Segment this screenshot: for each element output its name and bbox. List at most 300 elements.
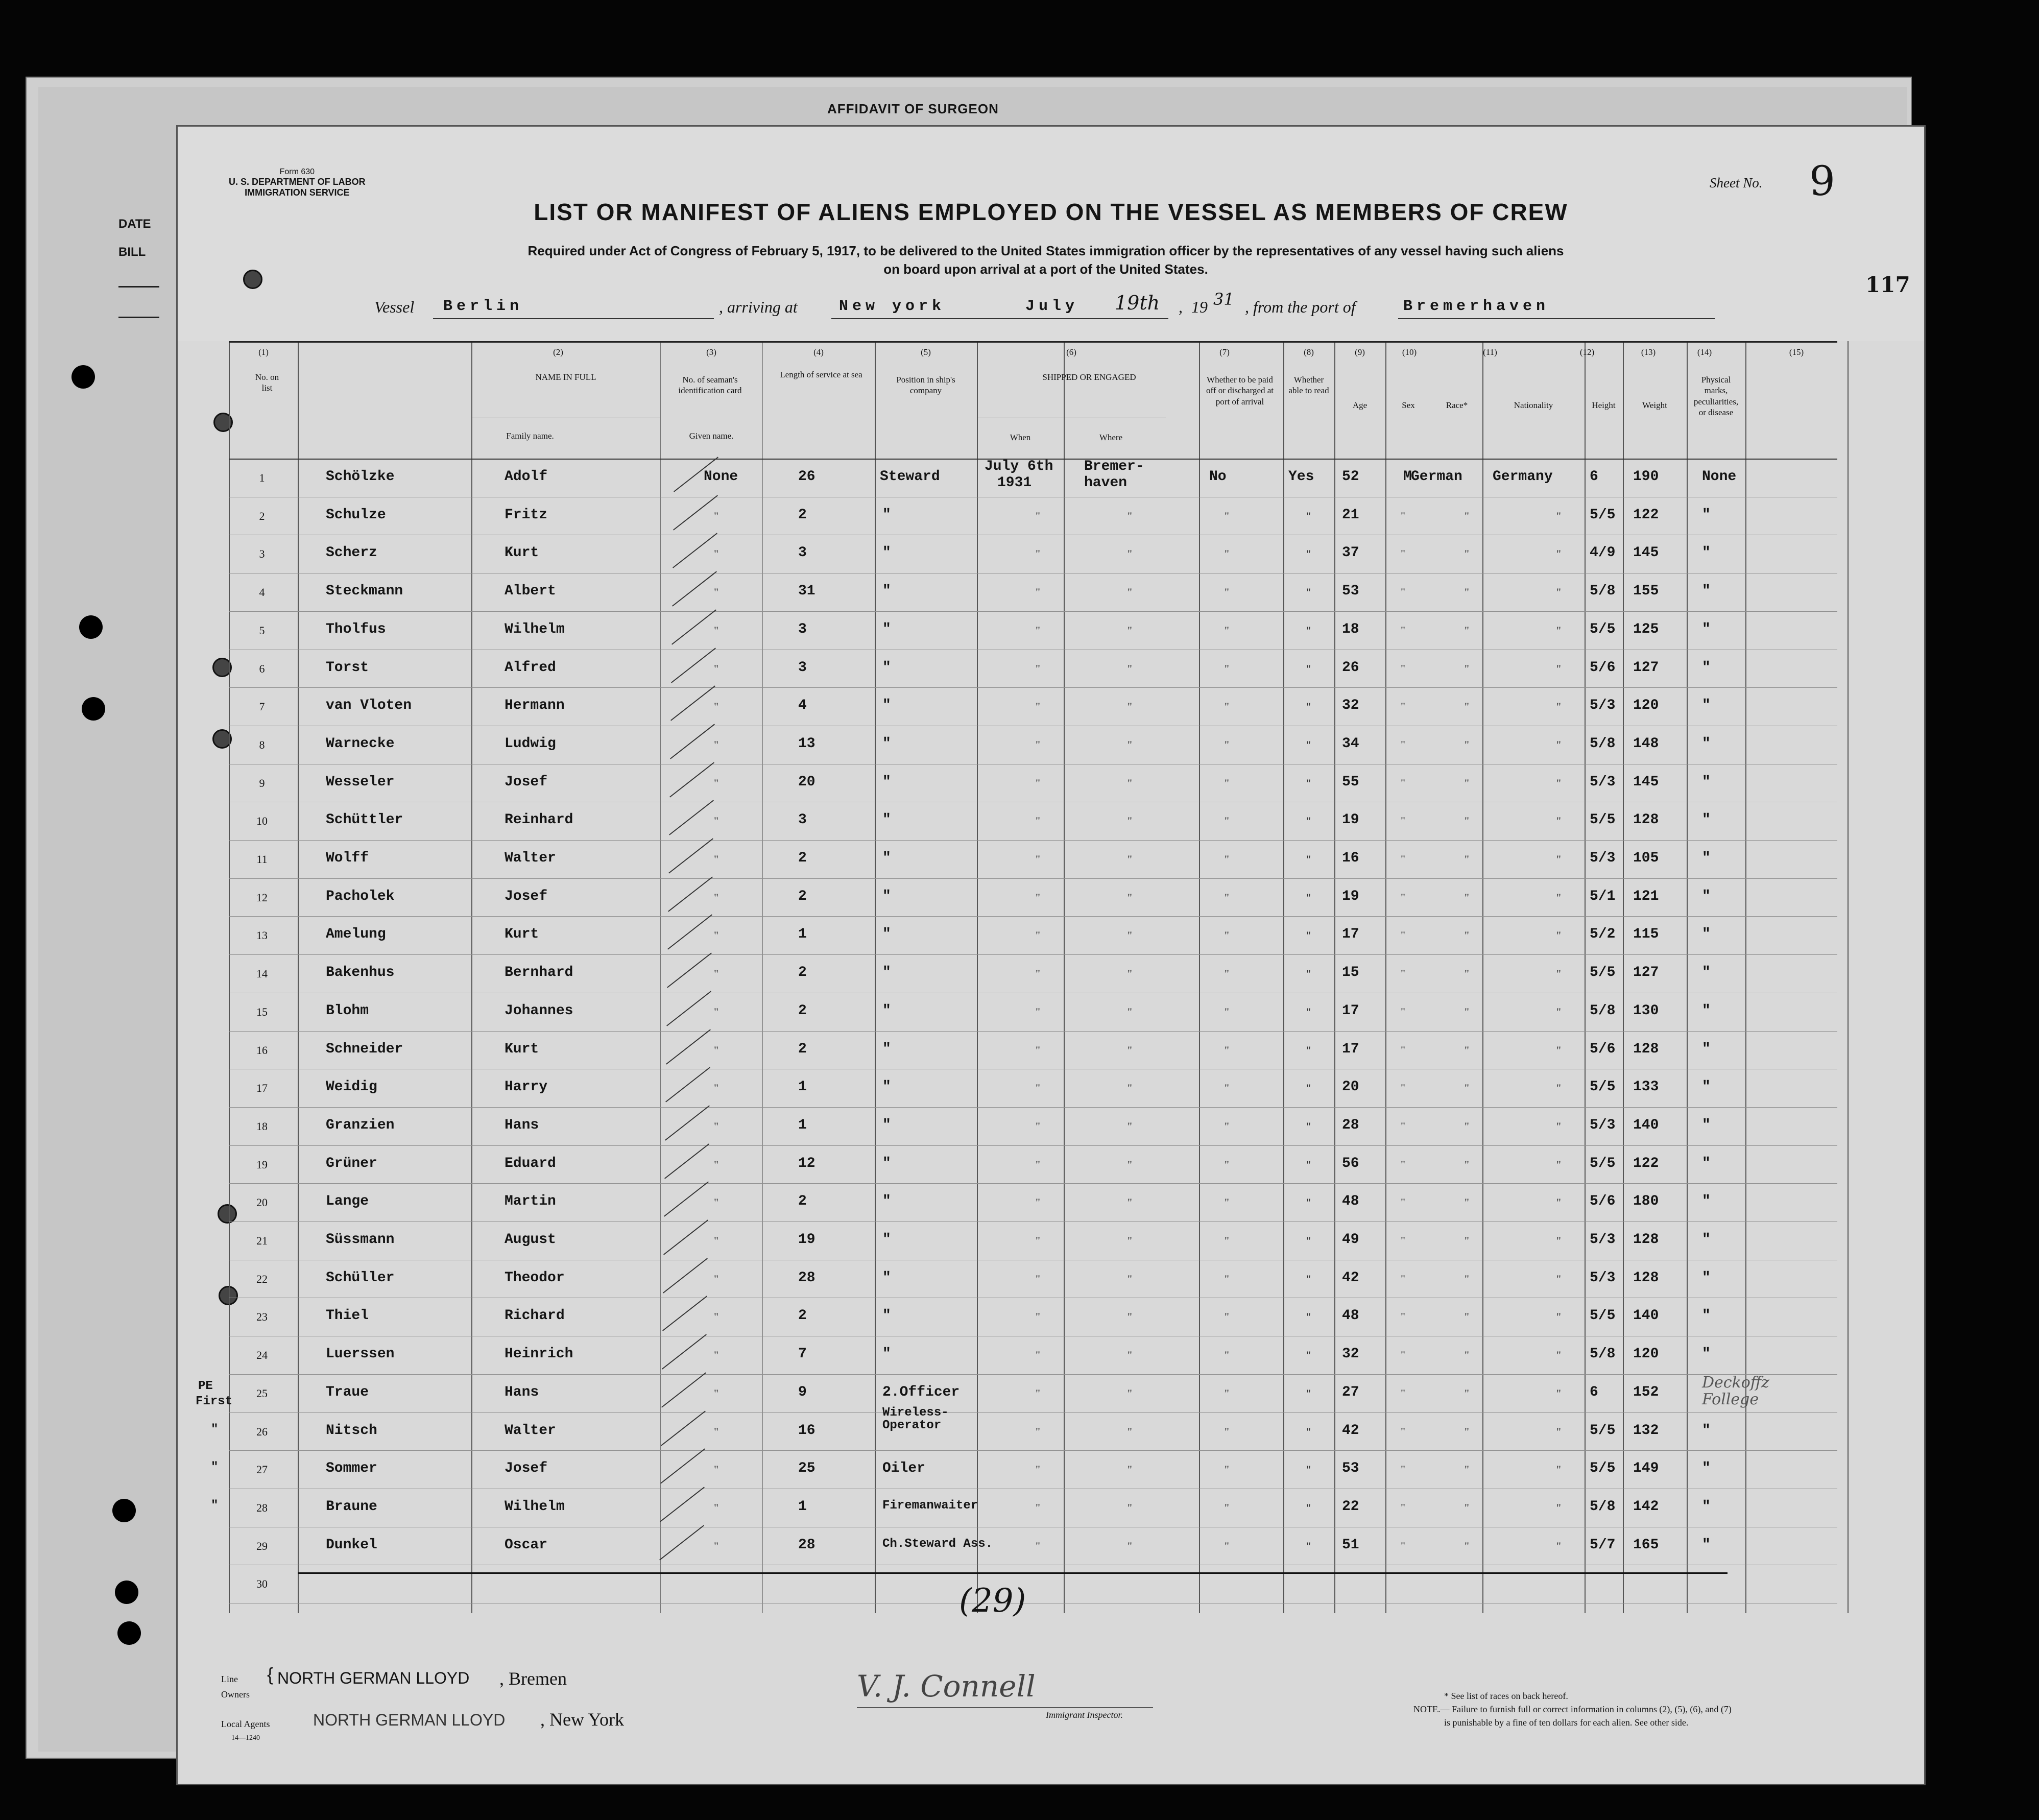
ditto-mark: ": [1401, 1349, 1405, 1362]
check-tick: [663, 1219, 708, 1255]
weight: 121: [1633, 888, 1659, 904]
agent-name: NORTH GERMAN LLOYD: [313, 1711, 506, 1729]
column-number: (7): [1219, 347, 1230, 357]
arriving-label: , arriving at: [719, 298, 798, 316]
ditto-mark: ": [1306, 1501, 1311, 1514]
ditto-mark: ": [1465, 1005, 1469, 1018]
ditto-mark: ": [1465, 1082, 1469, 1095]
ditto-mark: ": [1465, 853, 1469, 866]
family-name: Schüttler: [326, 812, 403, 828]
column-header-c6b: Where: [1099, 433, 1123, 442]
ditto-mark: ": [1306, 1082, 1311, 1095]
weight: 122: [1633, 507, 1659, 523]
left-rule: [118, 317, 159, 318]
ditto-mark: ": [1128, 1463, 1132, 1476]
form-number: Form 630: [279, 167, 315, 176]
check-tick: [672, 571, 717, 606]
ditto-mark: ": [1225, 1425, 1229, 1438]
physical-marks: ": [1702, 621, 1711, 637]
length-of-service: 4: [798, 698, 807, 714]
check-tick: [668, 838, 713, 873]
ditto-mark: ": [1036, 509, 1040, 522]
weight: 145: [1633, 545, 1659, 561]
length-of-service: 7: [798, 1346, 807, 1362]
column-number: (13): [1641, 347, 1656, 357]
row-number: 19: [256, 1158, 268, 1171]
position-in-company: ": [882, 621, 891, 637]
age: 52: [1342, 469, 1359, 485]
column-header-c4: Length of service at sea: [780, 370, 862, 379]
age: 19: [1342, 888, 1359, 904]
height: 5/5: [1590, 1079, 1616, 1095]
service-name: IMMIGRATION SERVICE: [245, 187, 350, 198]
ditto-mark: ": [1556, 1272, 1561, 1285]
row-number: 21: [256, 1234, 268, 1247]
ditto-mark: ": [1465, 967, 1469, 980]
ditto-mark: ": [1128, 1272, 1132, 1285]
row-rule: [229, 611, 1837, 612]
ditto-mark: ": [1556, 1119, 1561, 1133]
check-tick: [673, 495, 718, 530]
length-of-service: 2: [798, 1041, 807, 1057]
signature-line: [857, 1707, 1153, 1708]
ditto-mark: ": [1128, 547, 1132, 561]
ditto-mark: ": [1306, 1196, 1311, 1209]
ditto-mark: ": [1306, 624, 1311, 637]
ditto-mark: ": [1128, 1082, 1132, 1095]
check-tick: [661, 1410, 706, 1446]
physical-marks: ": [1702, 1232, 1711, 1248]
ditto-mark: ": [1225, 1463, 1229, 1476]
ditto-mark: ": [1128, 1349, 1132, 1362]
ditto-mark: ": [1556, 776, 1561, 789]
subtitle-line-2: on board upon arrival at a port of the United States.: [883, 261, 1208, 277]
weight: 125: [1633, 621, 1659, 637]
ditto-mark: ": [1465, 1158, 1469, 1171]
ditto-mark: ": [1556, 1425, 1561, 1438]
age: 42: [1342, 1422, 1359, 1439]
ditto-mark: ": [1225, 624, 1229, 637]
side-mark-pe: PE: [198, 1379, 213, 1393]
ditto-mark: ": [1401, 547, 1405, 561]
ditto-mark: ": [1036, 1539, 1040, 1552]
column-rule: [1385, 341, 1386, 1613]
column-rule: [1687, 341, 1688, 1613]
date-label: DATE: [118, 217, 151, 231]
length-of-service: 28: [798, 1270, 815, 1286]
length-of-service: 9: [798, 1384, 807, 1400]
column-number: (6): [1066, 347, 1076, 357]
ditto-mark: ": [1036, 1119, 1040, 1133]
length-of-service: 13: [798, 735, 815, 752]
position-in-company: ": [882, 1193, 891, 1210]
line-city: , Bremen: [499, 1668, 567, 1689]
weight: 190: [1633, 469, 1659, 485]
length-of-service: 28: [798, 1537, 815, 1553]
height: 5/3: [1590, 1232, 1616, 1248]
height: 4/9: [1590, 545, 1616, 561]
ditto-mark: ": [1036, 738, 1040, 751]
ditto-mark: ": [1465, 929, 1469, 942]
age: 42: [1342, 1270, 1359, 1286]
weight: 120: [1633, 698, 1659, 714]
check-tick: [673, 533, 717, 568]
physical-marks: ": [1702, 659, 1711, 676]
ditto-mark: ": [1556, 1501, 1561, 1514]
family-name: Pacholek: [326, 888, 395, 904]
column-header-c7: Whether to be paid off or discharged at port of arrival: [1206, 375, 1274, 406]
age: 22: [1342, 1498, 1359, 1515]
ditto-mark: ": [1306, 1158, 1311, 1171]
length-of-service: 25: [798, 1460, 815, 1477]
position-in-company: ": [882, 1002, 891, 1019]
position-in-company: ": [882, 507, 891, 523]
ditto-mark: ": [1465, 891, 1469, 904]
row-number: 9: [259, 776, 265, 789]
position-in-company: Firemanwaiter: [882, 1498, 978, 1513]
column-rule: [1199, 341, 1200, 1613]
row-number: 27: [256, 1463, 268, 1476]
inspector-label: Immigrant Inspector.: [1046, 1710, 1123, 1720]
physical-marks: ": [1702, 1346, 1711, 1362]
ditto-mark: ": [1401, 1234, 1405, 1247]
weight: 115: [1633, 926, 1659, 943]
ditto-mark: ": [1465, 1539, 1469, 1552]
column-rule: [762, 341, 763, 1613]
ditto-mark: ": [1036, 1082, 1040, 1095]
ditto-mark: ": [1401, 738, 1405, 751]
family-name: Tholfus: [326, 621, 386, 637]
side-mark-first: First: [196, 1394, 233, 1408]
length-of-service: 2: [798, 1193, 807, 1210]
ditto-mark: ": [1036, 586, 1040, 599]
ditto-mark: ": [1401, 815, 1405, 828]
family-name: Wesseler: [326, 774, 395, 790]
ditto-mark: ": [1306, 891, 1311, 904]
ditto-mark: ": [1128, 1196, 1132, 1209]
punch-hole: [112, 1499, 136, 1522]
footnote-races: * See list of races on back hereof.: [1444, 1691, 1568, 1701]
physical-marks: ": [1702, 965, 1711, 981]
ditto-mark: ": [1036, 967, 1040, 980]
check-tick: [662, 1296, 707, 1331]
ditto-mark: ": [1225, 738, 1229, 751]
check-tick: [665, 1067, 710, 1103]
ditto-mark: ": [1401, 586, 1405, 599]
given-name: Walter: [505, 850, 556, 866]
position-in-company: ": [882, 812, 891, 828]
family-name: van Vloten: [326, 698, 412, 714]
physical-marks: ": [1702, 1155, 1711, 1171]
family-name: Scherz: [326, 545, 377, 561]
family-name: Traue: [326, 1384, 369, 1400]
given-name: Josef: [505, 774, 548, 790]
ditto-mark: ": [1465, 776, 1469, 789]
age: 53: [1342, 583, 1359, 600]
manifest-sheet: [176, 125, 1926, 1785]
ditto-mark: ": [1465, 586, 1469, 599]
column-rule: [229, 341, 230, 1613]
ditto-mark: ": [1128, 1158, 1132, 1171]
height: 5/7: [1590, 1537, 1616, 1553]
column-number: (15): [1789, 347, 1804, 357]
weight: 140: [1633, 1117, 1659, 1133]
ditto-mark: ": [1401, 853, 1405, 866]
ditto-mark: ": [714, 1196, 718, 1209]
column-number: (12): [1579, 347, 1595, 357]
check-tick: [664, 1182, 709, 1217]
end-of-list-rule: [298, 1572, 1728, 1574]
height: 5/8: [1590, 583, 1616, 600]
sheet-no-label: Sheet No.: [1710, 175, 1763, 190]
column-header-c9: Age: [1352, 400, 1368, 410]
family-name: Sommer: [326, 1460, 377, 1477]
check-tick: [666, 1029, 711, 1064]
position-in-company: ": [882, 1346, 891, 1362]
column-header-c14: Weight: [1642, 400, 1667, 410]
position-in-company: ": [882, 774, 891, 790]
height: 5/3: [1590, 850, 1616, 866]
position-in-company: ": [882, 926, 891, 943]
check-tick: [665, 1105, 710, 1140]
weight: 142: [1633, 1498, 1659, 1515]
column-rule: [1334, 341, 1335, 1613]
form-code: 14—1240: [231, 1734, 260, 1742]
age: 17: [1342, 1041, 1359, 1057]
physical-marks: ": [1702, 1002, 1711, 1019]
ditto-mark: ": [1556, 624, 1561, 637]
ditto-mark: ": [1225, 1386, 1229, 1400]
total-count: (29): [959, 1582, 1026, 1620]
ditto-mark: ": [714, 1158, 718, 1171]
physical-marks: ": [1702, 1193, 1711, 1210]
document-title: LIST OR MANIFEST OF ALIENS EMPLOYED ON THE VESSEL AS MEMBERS OF CREW: [534, 199, 1568, 225]
underline: [1398, 318, 1715, 319]
ditto-mark: ": [1556, 1043, 1561, 1057]
weight: 133: [1633, 1079, 1659, 1095]
given-name: Martin: [505, 1193, 556, 1210]
length-of-service: 2: [798, 507, 807, 523]
column-header-c6: SHIPPED OR ENGAGED: [1042, 372, 1136, 382]
ditto-mark: ": [1036, 1349, 1040, 1362]
ditto-mark: ": [1465, 1043, 1469, 1057]
age: 53: [1342, 1460, 1359, 1477]
side-mark-ditto: ": [211, 1460, 219, 1475]
ditto-mark: ": [1036, 1386, 1040, 1400]
line-owner: NORTH GERMAN LLOYD: [277, 1669, 470, 1687]
ditto-mark: ": [1556, 1310, 1561, 1324]
family-name: Schölzke: [326, 469, 395, 485]
ditto-mark: ": [1401, 1272, 1405, 1285]
footnote: [1413, 1689, 1732, 1729]
age: 21: [1342, 507, 1359, 523]
ditto-mark: ": [1401, 1005, 1405, 1018]
family-name: Schüller: [326, 1270, 395, 1286]
ditto-mark: ": [1128, 509, 1132, 522]
position-in-company: ": [882, 1232, 891, 1248]
ditto-mark: ": [1128, 1005, 1132, 1018]
ditto-mark: ": [1306, 1310, 1311, 1324]
given-name: Hans: [505, 1117, 539, 1133]
given-name: Richard: [505, 1308, 565, 1324]
ditto-mark: ": [1306, 1539, 1311, 1552]
age: 17: [1342, 926, 1359, 943]
ditto-mark: ": [1128, 1234, 1132, 1247]
height: 5/8: [1590, 735, 1616, 752]
ditto-mark: ": [714, 1349, 718, 1362]
ditto-mark: ": [1465, 815, 1469, 828]
ditto-mark: ": [1306, 929, 1311, 942]
ditto-mark: ": [1128, 815, 1132, 828]
physical-marks: ": [1702, 507, 1711, 523]
height: 5/3: [1590, 1270, 1616, 1286]
ditto-mark: ": [1465, 624, 1469, 637]
given-name: Eduard: [505, 1155, 556, 1171]
check-tick: [669, 762, 714, 797]
row-number: 2: [259, 509, 265, 522]
ditto-mark: ": [714, 662, 718, 675]
ditto-mark: ": [714, 929, 718, 942]
column-number: (4): [813, 347, 824, 357]
ditto-mark: ": [1306, 1043, 1311, 1057]
ditto-mark: ": [1465, 1386, 1469, 1400]
vessel-label: Vessel: [374, 298, 415, 316]
height: 5/5: [1590, 812, 1616, 828]
ditto-mark: ": [1401, 1539, 1405, 1552]
document-subtitle: [407, 242, 1684, 279]
ditto-mark: ": [1401, 509, 1405, 522]
row-rule: [229, 840, 1837, 841]
side-mark-ditto: ": [211, 1422, 219, 1436]
ditto-mark: ": [1556, 929, 1561, 942]
ditto-mark: ": [1036, 1005, 1040, 1018]
weight: 127: [1633, 965, 1659, 981]
given-name: Alfred: [505, 659, 556, 676]
ditto-mark: ": [714, 891, 718, 904]
column-header-c6a: When: [1010, 433, 1031, 442]
row-number: 7: [259, 700, 265, 713]
given-name: Josef: [505, 1460, 548, 1477]
physical-marks: ": [1702, 545, 1711, 561]
given-name: Oscar: [505, 1537, 548, 1553]
ditto-mark: ": [1401, 1158, 1405, 1171]
physical-marks: ": [1702, 888, 1711, 904]
ditto-mark: ": [1401, 700, 1405, 713]
weight: 180: [1633, 1193, 1659, 1210]
column-number: (10): [1402, 347, 1417, 357]
ditto-mark: ": [1401, 1196, 1405, 1209]
physical-marks: ": [1702, 1117, 1711, 1133]
row-number: 12: [256, 891, 268, 904]
row-rule: [229, 1183, 1837, 1184]
punch-hole: [71, 365, 95, 389]
ditto-mark: ": [1556, 1158, 1561, 1171]
ditto-mark: ": [1401, 929, 1405, 942]
given-name: Hans: [505, 1384, 539, 1400]
given-name: Heinrich: [505, 1346, 573, 1362]
row-number: 6: [259, 662, 265, 675]
age: 49: [1342, 1232, 1359, 1248]
row-rule: [229, 1031, 1837, 1032]
ditto-mark: ": [1128, 662, 1132, 675]
ditto-mark: ": [1465, 700, 1469, 713]
ditto-mark: ": [1306, 738, 1311, 751]
age: 32: [1342, 1346, 1359, 1362]
height: 5/5: [1590, 1460, 1616, 1477]
position-in-company: Ch.Steward Ass.: [882, 1537, 993, 1551]
age: 26: [1342, 659, 1359, 676]
check-tick: [660, 1487, 705, 1522]
physical-marks: ": [1702, 1308, 1711, 1324]
ditto-mark: ": [1128, 853, 1132, 866]
physical-marks: ": [1702, 698, 1711, 714]
form-info: [229, 167, 366, 198]
position-in-company: ": [882, 850, 891, 866]
physical-marks: ": [1702, 812, 1711, 828]
ditto-mark: ": [1556, 738, 1561, 751]
row-rule: [229, 1107, 1837, 1108]
ditto-mark: ": [1128, 624, 1132, 637]
height: 5/6: [1590, 1041, 1616, 1057]
ditto-mark: ": [1306, 1349, 1311, 1362]
year-prefix: 19: [1191, 298, 1208, 316]
physical-marks-first: None: [1702, 469, 1737, 485]
weight: 105: [1633, 850, 1659, 866]
row-rule: [229, 1374, 1837, 1375]
ditto-mark: ": [714, 586, 718, 599]
weight: 155: [1633, 583, 1659, 600]
physical-marks: ": [1702, 926, 1711, 943]
ditto-mark: ": [1036, 1425, 1040, 1438]
height: 5/5: [1590, 621, 1616, 637]
ditto-mark: ": [1306, 1234, 1311, 1247]
weight: 128: [1633, 1232, 1659, 1248]
ditto-mark: ": [1401, 1119, 1405, 1133]
height: 5/5: [1590, 507, 1616, 523]
given-name: Bernhard: [505, 965, 573, 981]
ditto-mark: ": [1128, 700, 1132, 713]
ditto-mark: ": [1306, 700, 1311, 713]
column-rule: [471, 341, 472, 1613]
sex: M: [1403, 469, 1412, 485]
ditto-mark: ": [1306, 1425, 1311, 1438]
ditto-mark: ": [1225, 547, 1229, 561]
ditto-mark: ": [1036, 1196, 1040, 1209]
ditto-mark: ": [1465, 1196, 1469, 1209]
age: 19: [1342, 812, 1359, 828]
table-top-rule: [229, 341, 1837, 343]
ditto-mark: ": [714, 1539, 718, 1552]
ditto-mark: ": [1556, 1082, 1561, 1095]
paid-off: No: [1209, 469, 1227, 485]
page-number: 117: [1865, 272, 1910, 297]
given-name: Harry: [505, 1079, 548, 1095]
ditto-mark: ": [1306, 586, 1311, 599]
row-number: 29: [256, 1539, 268, 1552]
check-tick: [659, 1525, 704, 1560]
given-name: Josef: [505, 888, 548, 904]
height: 5/8: [1590, 1498, 1616, 1515]
check-tick: [666, 991, 711, 1026]
row-number: 16: [256, 1043, 268, 1057]
ditto-mark: ": [1225, 1082, 1229, 1095]
ditto-mark: ": [1401, 891, 1405, 904]
ditto-mark: ": [1401, 1501, 1405, 1514]
row-rule: [229, 916, 1837, 917]
ditto-mark: ": [1401, 1043, 1405, 1057]
ditto-mark: ": [1465, 1234, 1469, 1247]
ditto-mark: ": [714, 1082, 718, 1095]
